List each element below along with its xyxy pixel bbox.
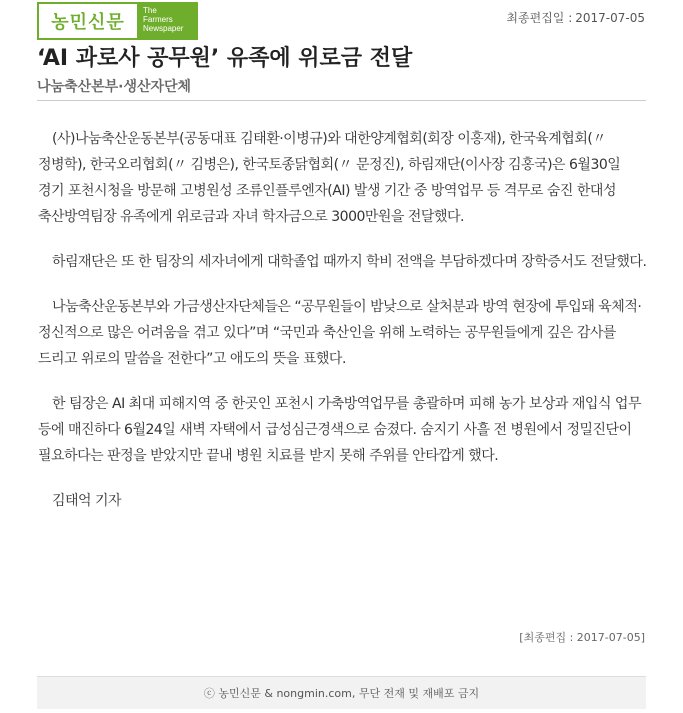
last-edited-value: 2017-07-05 xyxy=(575,11,645,25)
copyright-text: ⓒ 농민신문 & nongmin.com, 무단 전재 및 재배포 금지 xyxy=(203,687,480,700)
last-edited-label: 최종편집일 : xyxy=(506,11,573,25)
logo-korean-text: 농민신문 xyxy=(37,2,137,40)
article-paragraph: 나눔축산운동본부와 가금생산자단체들은 “공무원들이 밤낮으로 살처분과 방역 현장에 투입돼 육체적·정신적으로 많은 어려움을 겪고 있다”며 “국민과 축산인을 위해 노력하는 공무원들에게 깊은 감사를 드리고 위로의 말씀을 전한다”고 애도의 뜻을 표했다. xyxy=(38,299,642,367)
newspaper-logo[interactable] xyxy=(37,2,198,40)
reporter-byline: 김태억 기자 xyxy=(52,493,122,509)
article-subtitle: 나눔축산본부·생산자단체 xyxy=(37,79,192,95)
article-title: ‘AI 과로사 공무원’ 유족에 위로금 전달 xyxy=(37,46,413,71)
copyright-footer xyxy=(37,676,646,709)
article-body xyxy=(38,126,650,533)
last-edited-date xyxy=(506,9,645,26)
header-divider xyxy=(37,100,646,101)
bottom-edited-date: [최종편집 : 2017-07-05] xyxy=(519,631,645,644)
article-paragraph: (사)나눔축산운동본부(공동대표 김태환·이병규)와 대한양계협회(회장 이홍재), 한국육계협회(〃 정병학), 한국오리협회(〃 김병은), 한국토종닭협회(〃 문정진), 하림재단(이사장 김홍국)은 6월30일 경기 포천시청을 방문해 고병원성 조류인플루엔자(AI) 발생 기간 중 방역업무 등 격무로 숨진 한대성 축산방역팀장 유족에게 위로금과 자녀 학자금으로 3000만원을 전달했다. xyxy=(38,131,621,225)
article-paragraph: 한 팀장은 AI 최대 피해지역 중 한곳인 포천시 가축방역업무를 총괄하며 피해 농가 보상과 재입식 업무 등에 매진하다 6월24일 새벽 자택에서 급성심근경색으로 숨졌다. 숨지기 사흘 전 병원에서 정밀진단이 필요하다는 판정을 받았지만 끝내 병원 치료를 받지 못해 주위를 안타깝게 했다. xyxy=(38,396,641,464)
logo-english-text: The Farmers Newspaper xyxy=(137,2,198,40)
article-paragraph: 하림재단은 또 한 팀장의 세자녀에게 대학졸업 때까지 학비 전액을 부담하겠다며 장학증서도 전달했다. xyxy=(52,254,647,270)
